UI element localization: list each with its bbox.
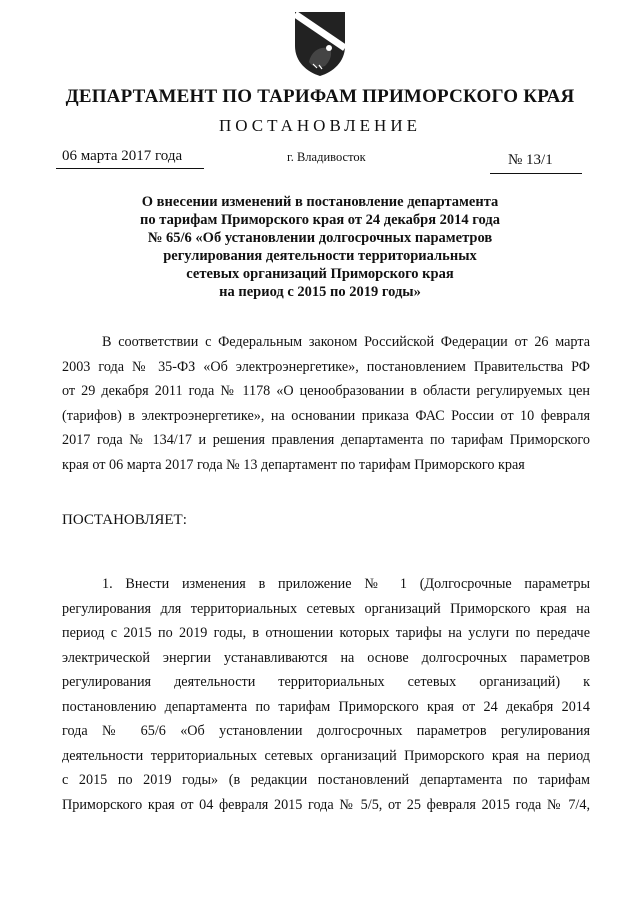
paragraph-line: Приморского края от 04 февраля 2015 года № 5/5, от 25 февраля 2015 года № 7/4,: [62, 796, 590, 813]
title-line: сетевых организаций Приморского края: [186, 266, 454, 282]
title-line: на период с 2015 по 2019 годы»: [219, 284, 421, 300]
paragraph-line: регулирования для территориальных сетевых организаций Приморского края на: [62, 600, 590, 617]
document-type: ПОСТАНОВЛЕНИЕ: [218, 116, 421, 135]
date-underline: [56, 168, 204, 169]
paragraph-line: В соответствии с Федеральным законом Российской Федерации от 26 марта: [102, 334, 590, 350]
department-name: ДЕПАРТАМЕНТ ПО ТАРИФАМ ПРИМОРСКОГО КРАЯ: [65, 86, 575, 107]
title-line: по тарифам Приморского края от 24 декабря 2014 года: [140, 212, 500, 228]
paragraph-line: (тарифов) в электроэнергетике», на основании приказа ФАС России от 10 февраля: [62, 407, 590, 424]
number-underline: [490, 173, 582, 174]
paragraph-line: 2003 года № 35-ФЗ «Об электроэнергетике», постановлением Правительства РФ: [62, 358, 590, 375]
coat-of-arms-emblem: [289, 8, 351, 78]
decree-heading: ПОСТАНОВЛЯЕТ:: [62, 512, 187, 528]
document-city: г. Владивосток: [287, 150, 366, 164]
document-date: 06 марта 2017 года: [62, 148, 183, 164]
paragraph-line: постановлению департамента по тарифам Приморского края от 24 декабря 2014: [62, 698, 590, 715]
paragraph-line: регулирования деятельности территориальных сетевых организаций) к: [62, 674, 590, 690]
document-title: [110, 193, 530, 301]
paragraph-line: года № 65/6 «Об установлении долгосрочных параметров регулирования: [62, 723, 590, 739]
title-line: регулирования деятельности территориальных: [163, 248, 477, 264]
preamble-paragraph: [62, 330, 590, 477]
paragraph-line: 1. Внести изменения в приложение № 1 (Долгосрочные параметры: [102, 576, 590, 592]
paragraph-line: период с 2015 по 2019 годы, в отношении которых тарифы на услуги по передаче: [62, 625, 590, 641]
paragraph-line: края от 06 марта 2017 года № 13 департамент по тарифам Приморского края: [62, 456, 525, 473]
paragraph-line: с 2015 по 2019 годы» (в редакции постановлений департамента по тарифам: [62, 772, 590, 788]
clause-1-paragraph: [62, 572, 590, 817]
title-line: № 65/6 «Об установлении долгосрочных параметров: [147, 230, 493, 246]
title-line: О внесении изменений в постановление департамента: [141, 194, 499, 210]
document-number: № 13/1: [508, 152, 553, 168]
paragraph-line: 2017 года № 134/17 и решения правления департамента по тарифам Приморского: [62, 432, 590, 448]
paragraph-line: от 29 декабря 2011 года № 1178 «О ценообразовании в области регулируемых цен: [62, 383, 590, 399]
paragraph-line: деятельности территориальных сетевых организаций Приморского края на период: [62, 747, 590, 764]
paragraph-line: электрической энергии устанавливаются на основе долгосрочных параметров: [62, 649, 590, 666]
